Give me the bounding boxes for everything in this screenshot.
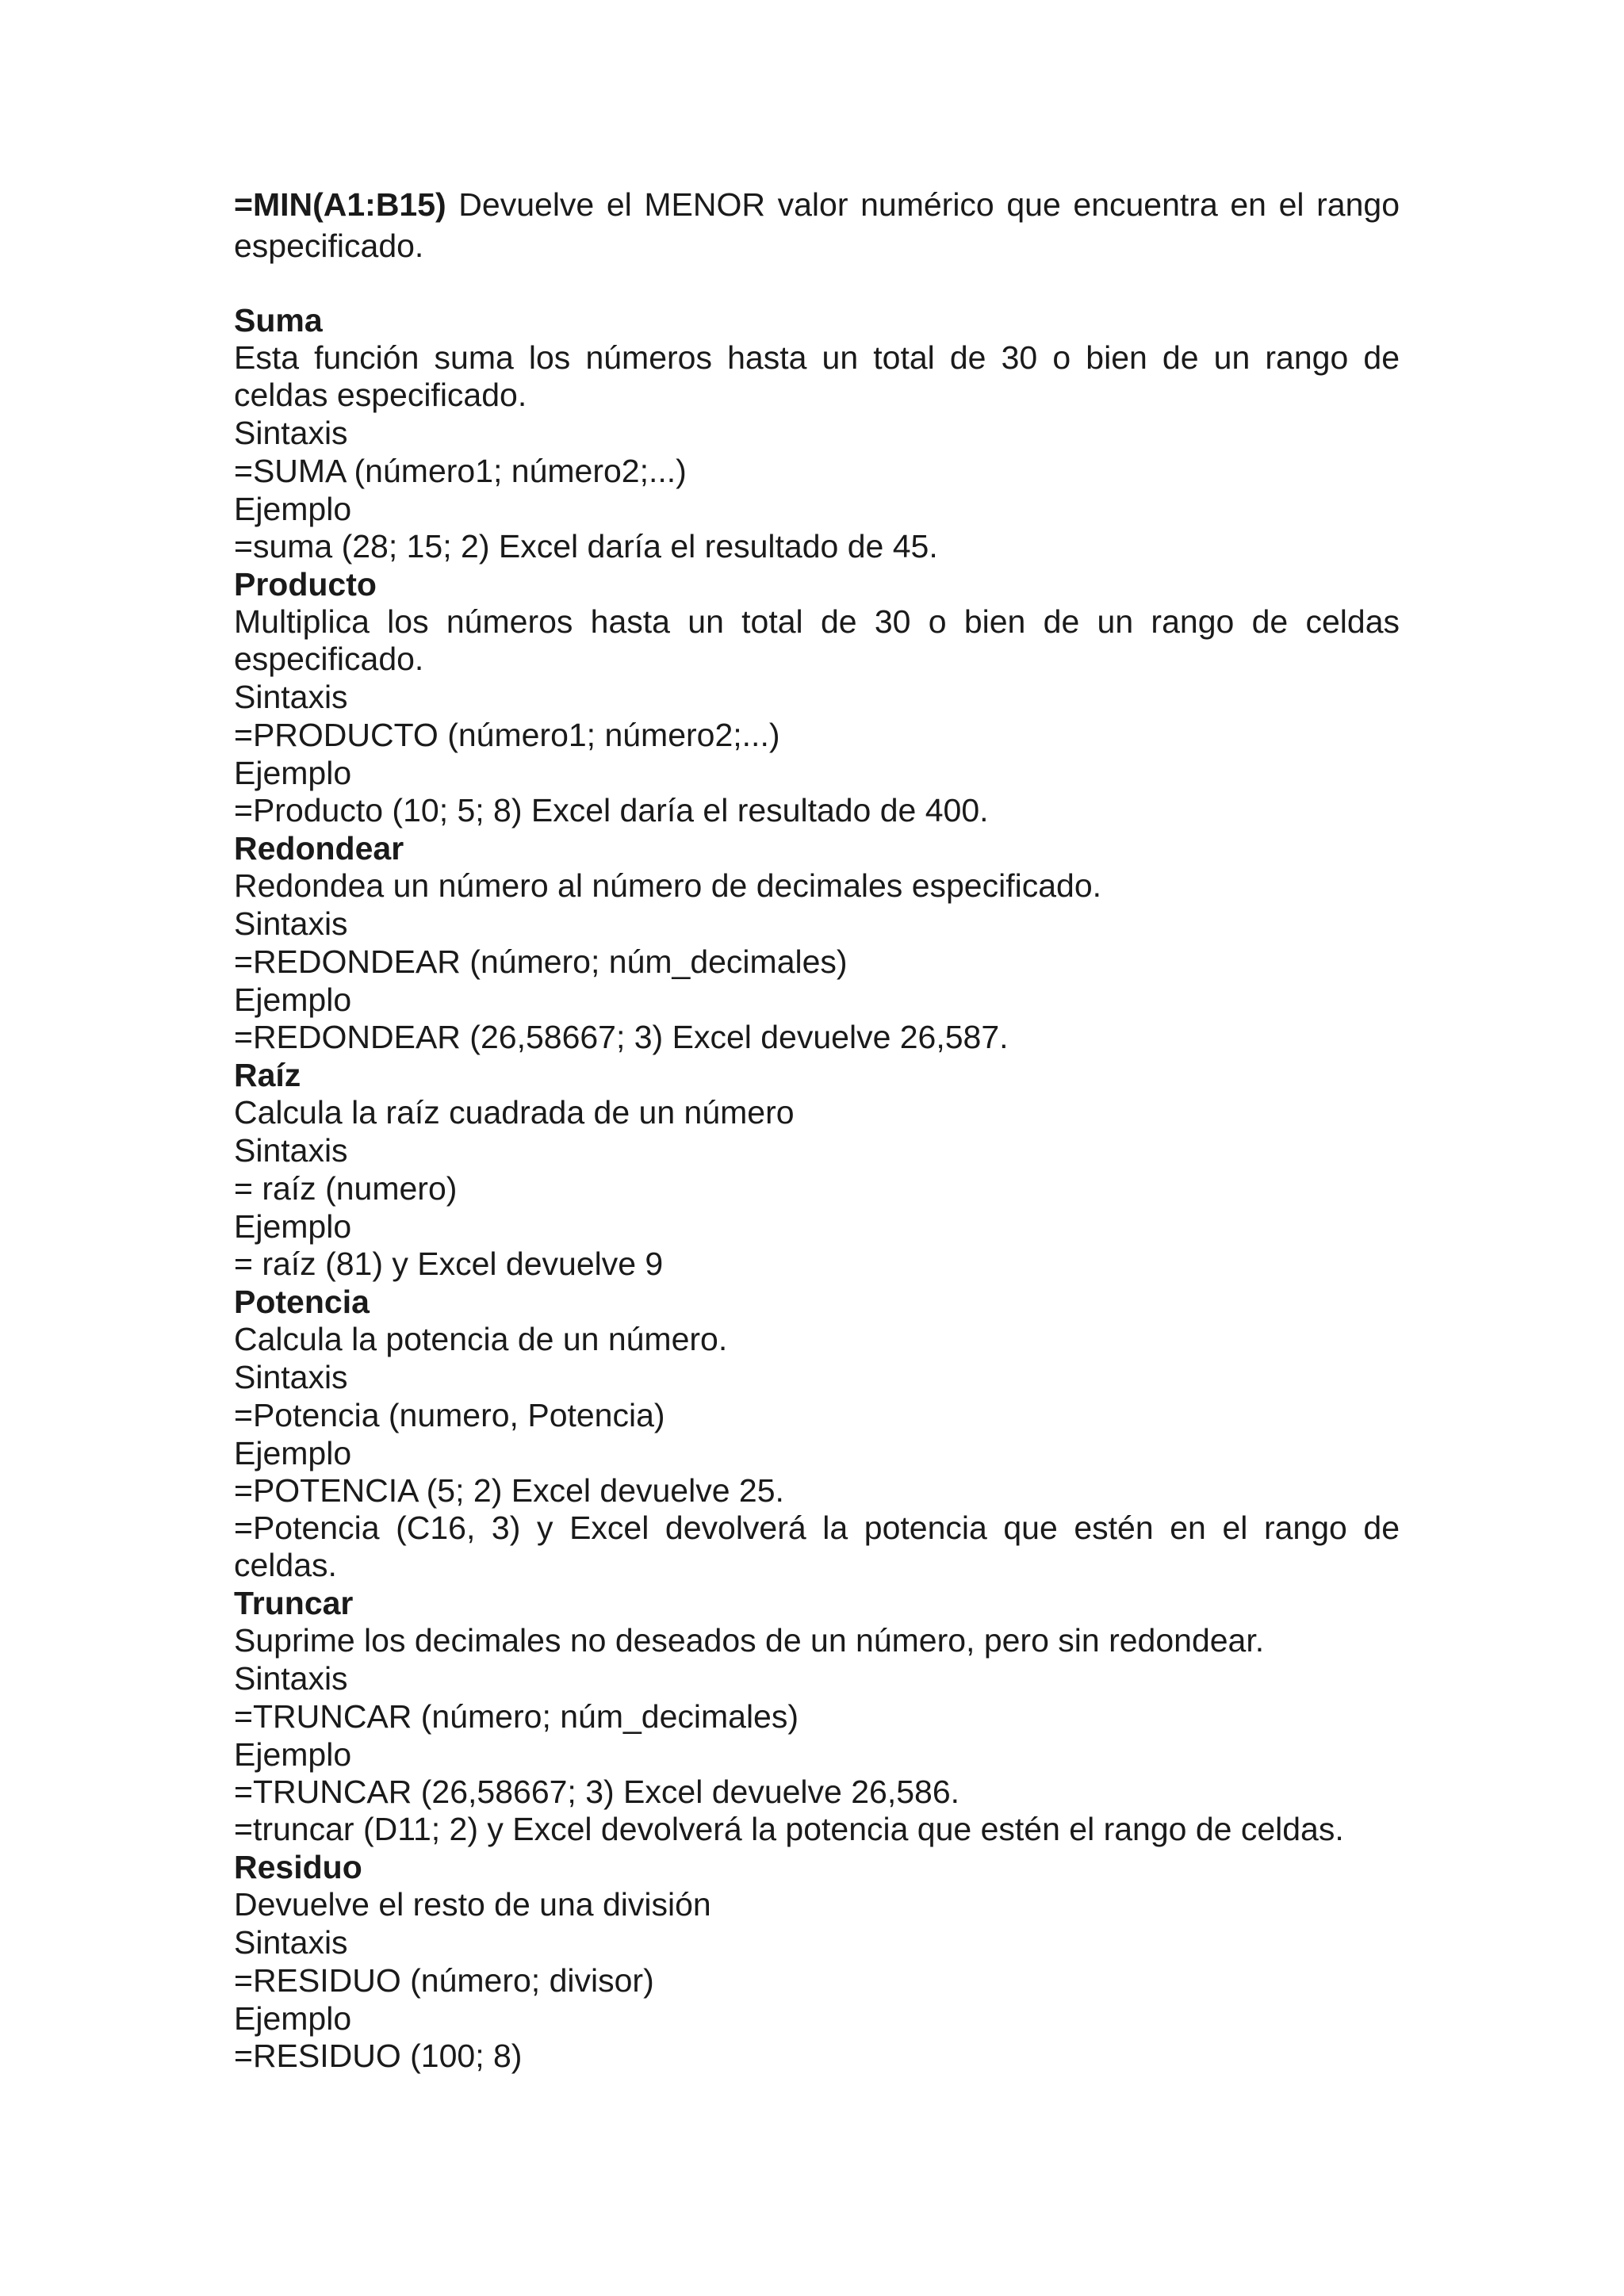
section-title: Raíz [234, 1057, 301, 1093]
section-description: Calcula la potencia de un número. [234, 1321, 728, 1357]
example-label: Ejemplo [234, 1208, 352, 1245]
intro-text: Devuelve el MENOR valor numérico que encuentra en el rango especificado. [234, 186, 1400, 264]
syntax-formula: =REDONDEAR (número; núm_decimales) [234, 943, 848, 980]
function-section [234, 1283, 1400, 1584]
syntax-label: Sintaxis [234, 1359, 348, 1395]
syntax-formula: = raíz (numero) [234, 1170, 458, 1207]
example-text: =truncar (D11; 2) y Excel devolverá la potencia que estén el rango de celdas. [234, 1811, 1344, 1847]
example-label: Ejemplo [234, 755, 352, 791]
document-page [234, 184, 1400, 2075]
function-section [234, 301, 1400, 565]
section-description: Devuelve el resto de una división [234, 1886, 711, 1923]
example-text: =TRUNCAR (26,58667; 3) Excel devuelve 26,586. [234, 1774, 960, 1810]
syntax-formula: =RESIDUO (número; divisor) [234, 1962, 654, 1999]
syntax-formula: =PRODUCTO (número1; número2;...) [234, 717, 780, 753]
example-text: = raíz (81) y Excel devuelve 9 [234, 1246, 664, 1282]
example-text: =suma (28; 15; 2) Excel daría el resultado de 45. [234, 528, 938, 564]
syntax-label: Sintaxis [234, 905, 348, 942]
function-section [234, 565, 1400, 829]
function-section [234, 1056, 1400, 1283]
example-label: Ejemplo [234, 491, 352, 527]
section-title: Suma [234, 302, 323, 339]
example-label: Ejemplo [234, 1736, 352, 1773]
section-title: Potencia [234, 1284, 370, 1320]
syntax-label: Sintaxis [234, 1924, 348, 1961]
section-description: Redondea un número al número de decimales especificado. [234, 867, 1102, 904]
syntax-formula: =Potencia (numero, Potencia) [234, 1397, 665, 1433]
example-text: =RESIDUO (100; 8) [234, 2038, 523, 2074]
syntax-label: Sintaxis [234, 1660, 348, 1697]
example-text: =Producto (10; 5; 8) Excel daría el resultado de 400. [234, 792, 989, 828]
function-section [234, 1848, 1400, 2075]
section-title: Truncar [234, 1585, 354, 1621]
intro-formula: =MIN(A1:B15) [234, 186, 446, 223]
syntax-formula: =SUMA (número1; número2;...) [234, 453, 687, 489]
example-label: Ejemplo [234, 1435, 352, 1471]
function-sections [234, 301, 1400, 2075]
section-description: Calcula la raíz cuadrada de un número [234, 1094, 795, 1131]
function-section [234, 1584, 1400, 1848]
example-text: =POTENCIA (5; 2) Excel devuelve 25. [234, 1472, 784, 1509]
intro-paragraph [234, 184, 1400, 266]
section-description: Esta función suma los números hasta un total de 30 o bien de un rango de celdas especificado. [234, 339, 1400, 413]
syntax-label: Sintaxis [234, 415, 348, 451]
section-description: Suprime los decimales no deseados de un número, pero sin redondear. [234, 1622, 1265, 1659]
function-section [234, 829, 1400, 1056]
example-text: =Potencia (C16, 3) y Excel devolverá la potencia que estén en el rango de celdas. [234, 1510, 1400, 1583]
section-title: Producto [234, 566, 377, 603]
syntax-label: Sintaxis [234, 1132, 348, 1169]
section-title: Redondear [234, 830, 404, 867]
example-label: Ejemplo [234, 2000, 352, 2037]
syntax-formula: =TRUNCAR (número; núm_decimales) [234, 1698, 799, 1735]
section-title: Residuo [234, 1849, 362, 1885]
example-label: Ejemplo [234, 982, 352, 1018]
syntax-label: Sintaxis [234, 679, 348, 715]
section-description: Multiplica los números hasta un total de 30 o bien de un rango de celdas especificado. [234, 603, 1400, 677]
example-text: =REDONDEAR (26,58667; 3) Excel devuelve 26,587. [234, 1019, 1009, 1055]
